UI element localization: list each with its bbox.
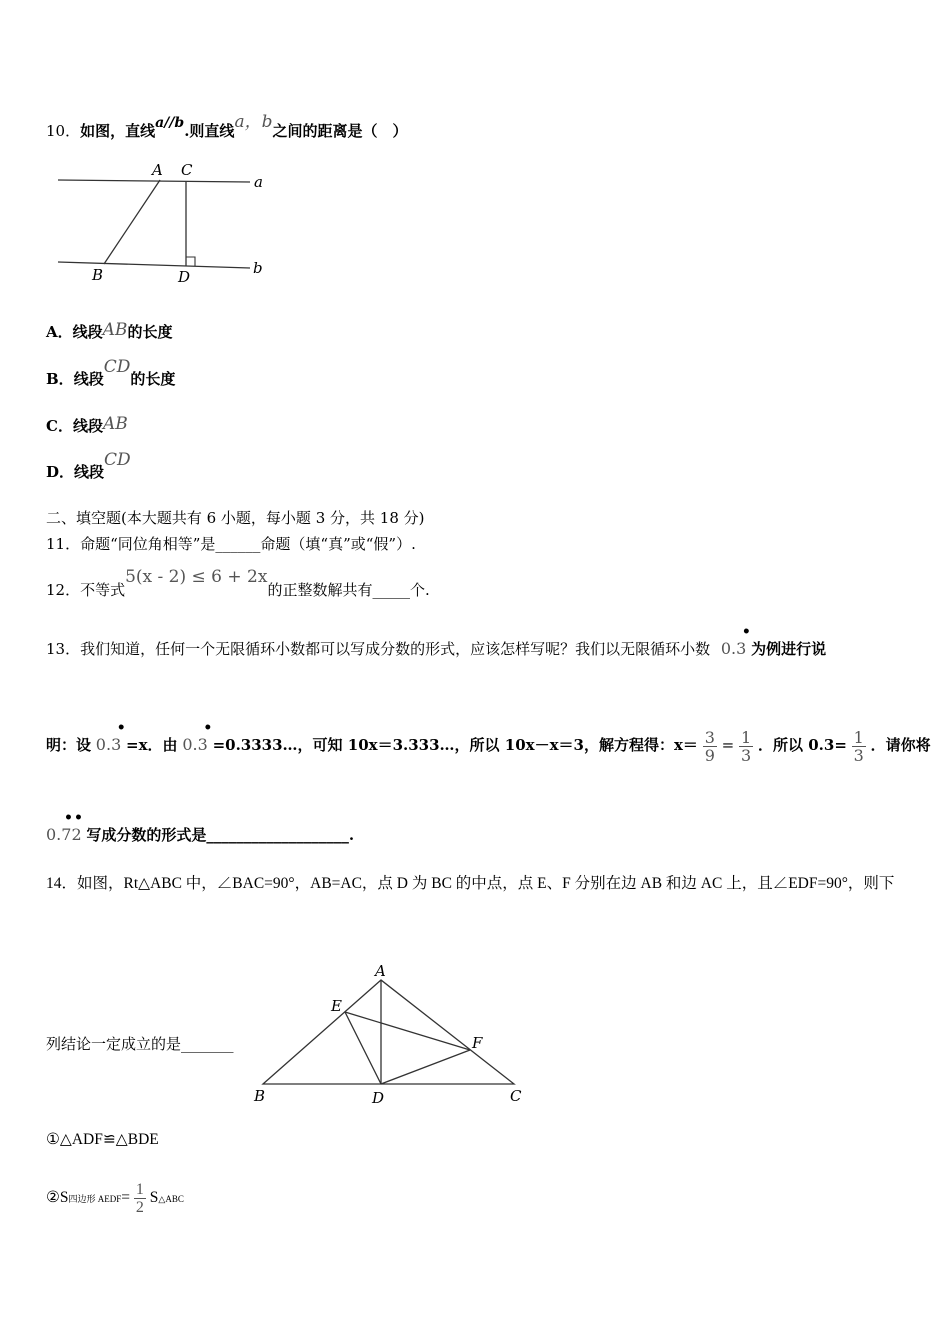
- q10-stem: [46, 112, 408, 141]
- numerator: 1: [741, 727, 752, 747]
- section-2-title: 二、填空题(本大题共有 6 小题，每小题 3 分，共 18 分): [46, 509, 425, 527]
- repeating-decimal-072: 0.72 • •: [46, 810, 83, 844]
- denominator: 9: [704, 745, 715, 765]
- label-C: C: [510, 1087, 522, 1105]
- label-B: B: [254, 1087, 266, 1105]
- q14-conclusion-2: [46, 1162, 184, 1216]
- segment-df: [381, 1050, 470, 1084]
- numerator: 1: [853, 727, 864, 747]
- option-b[interactable]: [46, 357, 176, 389]
- q10-stem-text-b: .则直线: [184, 122, 235, 140]
- q14-conclusion-1: ①△ADF≌△BDE: [46, 1131, 159, 1148]
- triangle-abc: [263, 980, 514, 1084]
- q13-l2-d: ．所以 0.3=: [758, 736, 847, 754]
- q10-parallel-math: a//b: [155, 115, 185, 131]
- label-C: C: [181, 161, 193, 179]
- q11-text: 11．命题“同位角相等”是______命题（填“真”或“假”）.: [46, 535, 416, 553]
- option-math: AB: [102, 414, 128, 434]
- q13-l3-text: 写成分数的形式是___________________.: [86, 826, 355, 844]
- q14-line2: 列结论一定成立的是_______: [46, 1035, 234, 1053]
- decimal-value: 0.3: [95, 735, 122, 754]
- q10-stem-text-a: 如图，直线: [80, 122, 156, 140]
- q10-figure: [50, 158, 280, 288]
- repeating-decimal: 0.3 •: [95, 720, 126, 754]
- c2-s2: S: [149, 1189, 159, 1206]
- q12: [46, 567, 430, 600]
- q13-line1-end: 为例进行说: [751, 640, 827, 658]
- q13-line1: [46, 624, 827, 659]
- option-math: CD: [103, 357, 131, 377]
- c2-subscript-abc: △ABC: [158, 1194, 184, 1204]
- label-a: a: [254, 173, 263, 191]
- option-text: 线段: [73, 370, 104, 388]
- label-F: F: [472, 1034, 483, 1052]
- fraction-1-3: [739, 729, 753, 764]
- option-letter: A．: [46, 323, 73, 341]
- numerator: 1: [135, 1180, 144, 1198]
- repeating-decimal: 0.3 •: [720, 624, 751, 658]
- label-A: A: [375, 962, 386, 980]
- segment-ab: [104, 180, 160, 264]
- decimal-int: 0.7: [46, 825, 72, 844]
- option-text: 线段: [72, 417, 103, 435]
- c2-equals: =: [121, 1189, 131, 1206]
- label-B: B: [92, 266, 104, 284]
- option-text: 线段: [72, 323, 103, 341]
- equals: =: [721, 736, 735, 754]
- q13-l2-c: =0.3333…，可知 10x＝3.333…，所以 10x－x＝3，解方程得：x＝: [212, 736, 698, 754]
- option-math: AB: [102, 320, 128, 340]
- fraction-1-2: [134, 1181, 146, 1216]
- q10-number: 10．: [46, 122, 81, 140]
- q13-l2-b: =x．由: [126, 736, 178, 754]
- q10-vars-math: a，b: [234, 112, 273, 132]
- q12-inequality-math: 5(x - 2) ≤ 6 + 2x: [125, 567, 268, 587]
- right-angle-mark: [186, 257, 195, 266]
- label-D: D: [372, 1089, 385, 1107]
- option-math: CD: [104, 450, 131, 470]
- segment-ed: [345, 1012, 381, 1084]
- line-b: [58, 262, 250, 268]
- q13-line3: [46, 810, 355, 845]
- q13-l2-a: 明：设: [46, 736, 92, 754]
- denominator: 3: [853, 745, 864, 765]
- label-D: D: [178, 268, 191, 286]
- option-tail: 的长度: [127, 323, 173, 341]
- segment-ef: [345, 1012, 470, 1050]
- option-letter: C．: [46, 417, 73, 435]
- q14-figure: [250, 958, 540, 1113]
- denominator: 3: [741, 745, 752, 765]
- repeating-decimal: 0.3 •: [182, 720, 213, 754]
- option-text: 线段: [74, 463, 105, 481]
- decimal-value: 0.3: [182, 735, 208, 754]
- q14-line1: 14．如图，Rt△ABC 中，∠BAC=90°，AB=AC，点 D 为 BC 的中点，点 E、F 分别在边 AB 和边 AC 上，且∠EDF=90°，则下: [46, 875, 895, 892]
- q13-l2-e: ．请你将: [870, 736, 931, 754]
- denominator: 2: [135, 1198, 144, 1216]
- fraction-1-3: [852, 729, 866, 764]
- q13-line2: [46, 712, 931, 764]
- q12-post: 的正整数解共有_____个.: [267, 581, 430, 599]
- c2-s: ②S: [46, 1189, 69, 1206]
- option-letter: D．: [46, 463, 75, 481]
- c2-subscript: 四边形 AEDF: [68, 1194, 122, 1204]
- option-c[interactable]: [46, 415, 128, 436]
- q10-stem-text-c: 之间的距离是（ ）: [272, 122, 408, 140]
- label-E: E: [331, 997, 342, 1015]
- fraction-3-9: [703, 729, 717, 764]
- label-b: b: [253, 259, 263, 277]
- decimal-last: 2: [71, 825, 82, 844]
- option-a[interactable]: [46, 321, 172, 342]
- option-tail: 的长度: [130, 370, 176, 388]
- q13-line1-text: 13．我们知道，任何一个无限循环小数都可以写成分数的形式，应该怎样写呢？我们以无限循环小数: [46, 640, 711, 658]
- decimal-value: 0.3: [720, 639, 747, 658]
- label-A: A: [152, 161, 163, 179]
- line-a: [58, 180, 250, 182]
- q12-pre: 12．不等式: [46, 581, 126, 599]
- option-letter: B．: [46, 370, 74, 388]
- option-d[interactable]: [46, 450, 131, 482]
- numerator: 3: [704, 727, 715, 747]
